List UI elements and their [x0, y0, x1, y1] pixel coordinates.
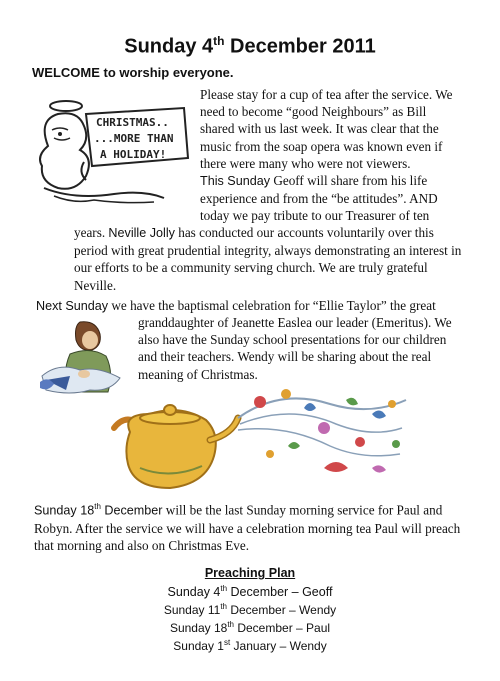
plan-item: Sunday 4th December – Geoff [167, 584, 333, 600]
welcome-heading: WELCOME to worship everyone. [32, 65, 234, 80]
teapot-flowers-clipart [110, 384, 410, 496]
sign-line-1: CHRISTMAS.. [96, 116, 169, 129]
paragraph-1-wrapped: Please stay for a cup of tea after the service. We need to become “good Neighbours” as Bill shared with us last week. It was clear that the music from the soap opera was known even if there were many who were not viewers. This Sunday Geoff will share from his life experience and from the “be attitudes”. AND today we pay tribute to our Treasurer of ten [200, 87, 453, 224]
preaching-plan-title: Preaching Plan [204, 566, 296, 580]
plan-item: Sunday 18th December – Paul [169, 620, 331, 635]
plan-item: Sunday 11th December – Wendy [163, 602, 337, 617]
paragraph-3: Sunday 18th December will be the last Sunday morning service for Paul and Robyn. After the service we will have a celebration morning tea Paul will preach that morning and also on Christmas Eve. [34, 502, 461, 553]
paragraph-2-wrapped: granddaughter of Jeanette Easlea our leader (Emeritus). We also have the Sunday school presentations for our children and their teachers. Wendy will be sharing about the real meaning of Christmas. [138, 315, 452, 382]
sign-line-3: A HOLIDAY! [100, 148, 167, 161]
angel-christmas-clipart [34, 96, 192, 208]
sign-line-2: ...MORE THAN [94, 132, 174, 145]
page-title: Sunday 4th December 2011 [124, 34, 376, 58]
paragraph-2-first-line: Next Sunday we have the baptismal celebration for “Ellie Taylor” the great [36, 298, 436, 313]
plan-item: Sunday 1st January – Wendy [173, 638, 327, 653]
paragraph-1-full: years. Neville Jolly has conducted our accounts voluntarily over this period with great prudential integrity, always demonstrating an interest in our efforts to be a community serving church. We are truly grateful Neville. [74, 225, 462, 293]
